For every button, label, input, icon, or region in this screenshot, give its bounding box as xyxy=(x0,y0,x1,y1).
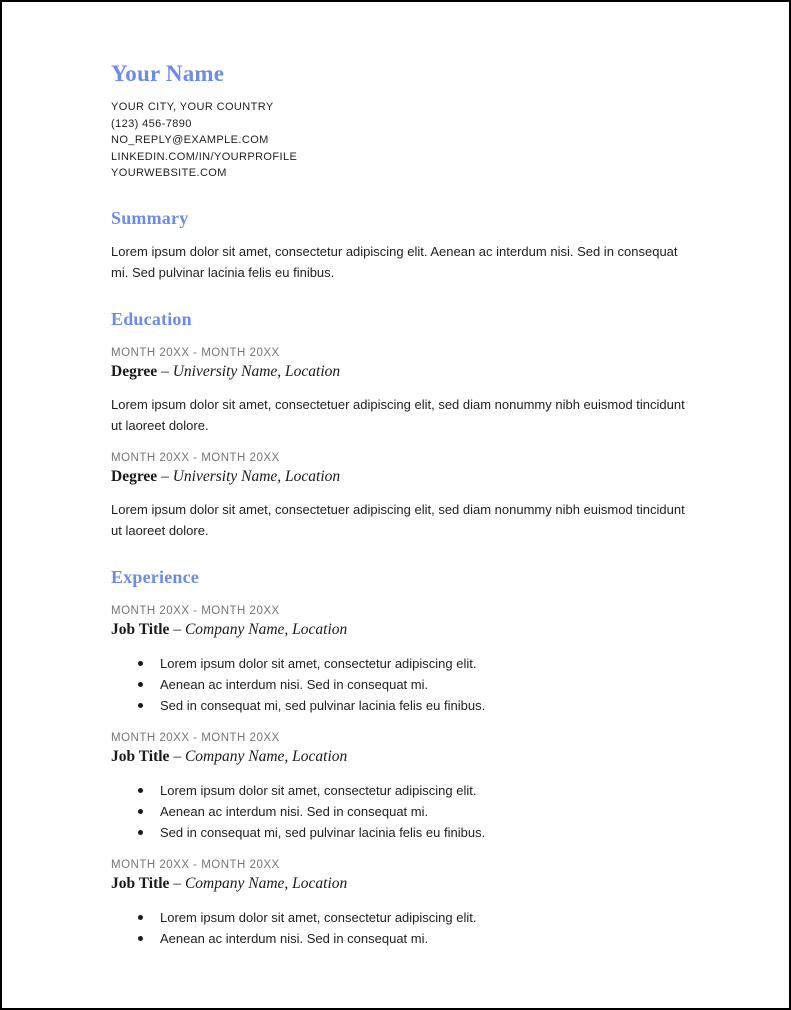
person-name: Your Name xyxy=(111,61,225,86)
entry-title-line xyxy=(111,874,694,894)
entry-dates: MONTH 20XX - MONTH 20XX xyxy=(111,451,280,464)
contact-location: YOUR CITY, YOUR COUNTRY xyxy=(111,101,274,113)
title-separator: – xyxy=(161,362,169,380)
university-name: University Name, Location xyxy=(172,467,341,485)
degree-title: Degree xyxy=(111,467,158,485)
title-separator: – xyxy=(161,467,169,485)
entry-title-line xyxy=(111,362,694,382)
university-name: University Name, Location xyxy=(172,362,341,380)
education-entry xyxy=(111,346,694,436)
entry-dates: MONTH 20XX - MONTH 20XX xyxy=(111,731,280,744)
contact-email: NO_REPLY@EXAMPLE.COM xyxy=(111,134,269,146)
title-separator: – xyxy=(173,620,182,638)
job-bullet: Lorem ipsum dolor sit amet, consectetur adipiscing elit. xyxy=(160,907,694,928)
contact-website: YOURWEBSITE.COM xyxy=(111,167,227,179)
job-bullet: Sed in consequat mi, sed pulvinar lacinia felis eu finibus. xyxy=(160,695,694,716)
entry-description: Lorem ipsum dolor sit amet, consectetuer adipiscing elit, sed diam nonummy nibh euismod tincidunt ut laoreet dolore. xyxy=(111,396,685,433)
job-bullet-list xyxy=(111,907,694,949)
job-bullet-list xyxy=(111,780,694,843)
summary-heading: Summary xyxy=(111,207,189,228)
education-heading: Education xyxy=(111,308,192,329)
contact-phone: (123) 456-7890 xyxy=(111,117,192,130)
job-bullet: Aenean ac interdum nisi. Sed in consequat mi. xyxy=(160,928,694,949)
experience-entry xyxy=(111,604,694,716)
job-bullet: Lorem ipsum dolor sit amet, consectetur adipiscing elit. xyxy=(160,780,694,801)
job-title: Job Title xyxy=(111,620,170,638)
entry-description: Lorem ipsum dolor sit amet, consectetuer adipiscing elit, sed diam nonummy nibh euismod tincidunt ut laoreet dolore. xyxy=(111,501,685,538)
job-bullet: Sed in consequat mi, sed pulvinar lacinia felis eu finibus. xyxy=(160,822,694,843)
job-bullet: Lorem ipsum dolor sit amet, consectetur adipiscing elit. xyxy=(160,653,694,674)
experience-entry xyxy=(111,731,694,843)
entry-title-line xyxy=(111,620,694,640)
job-title: Job Title xyxy=(111,874,170,892)
entry-dates: MONTH 20XX - MONTH 20XX xyxy=(111,858,280,871)
title-separator: – xyxy=(173,874,182,892)
experience-entry xyxy=(111,858,694,949)
job-title: Job Title xyxy=(111,747,170,765)
contact-block xyxy=(111,99,694,182)
degree-title: Degree xyxy=(111,362,158,380)
education-entry xyxy=(111,451,694,541)
company-name: Company Name, Location xyxy=(184,747,348,765)
job-bullet: Aenean ac interdum nisi. Sed in consequat mi. xyxy=(160,801,694,822)
summary-text: Lorem ipsum dolor sit amet, consectetur adipiscing elit. Aenean ac interdum nisi. Sed in consequat mi. Sed pulvinar lacinia felis eu finibus. xyxy=(111,243,678,280)
entry-dates: MONTH 20XX - MONTH 20XX xyxy=(111,346,280,359)
entry-dates: MONTH 20XX - MONTH 20XX xyxy=(111,604,280,617)
job-bullet-list xyxy=(111,653,694,716)
contact-linkedin: LINKEDIN.COM/IN/YOURPROFILE xyxy=(111,150,298,163)
entry-title-line xyxy=(111,467,694,487)
experience-heading: Experience xyxy=(111,566,199,587)
entry-title-line xyxy=(111,747,694,767)
company-name: Company Name, Location xyxy=(184,874,348,892)
company-name: Company Name, Location xyxy=(184,620,348,638)
job-bullet: Aenean ac interdum nisi. Sed in consequat mi. xyxy=(160,674,694,695)
title-separator: – xyxy=(173,747,182,765)
